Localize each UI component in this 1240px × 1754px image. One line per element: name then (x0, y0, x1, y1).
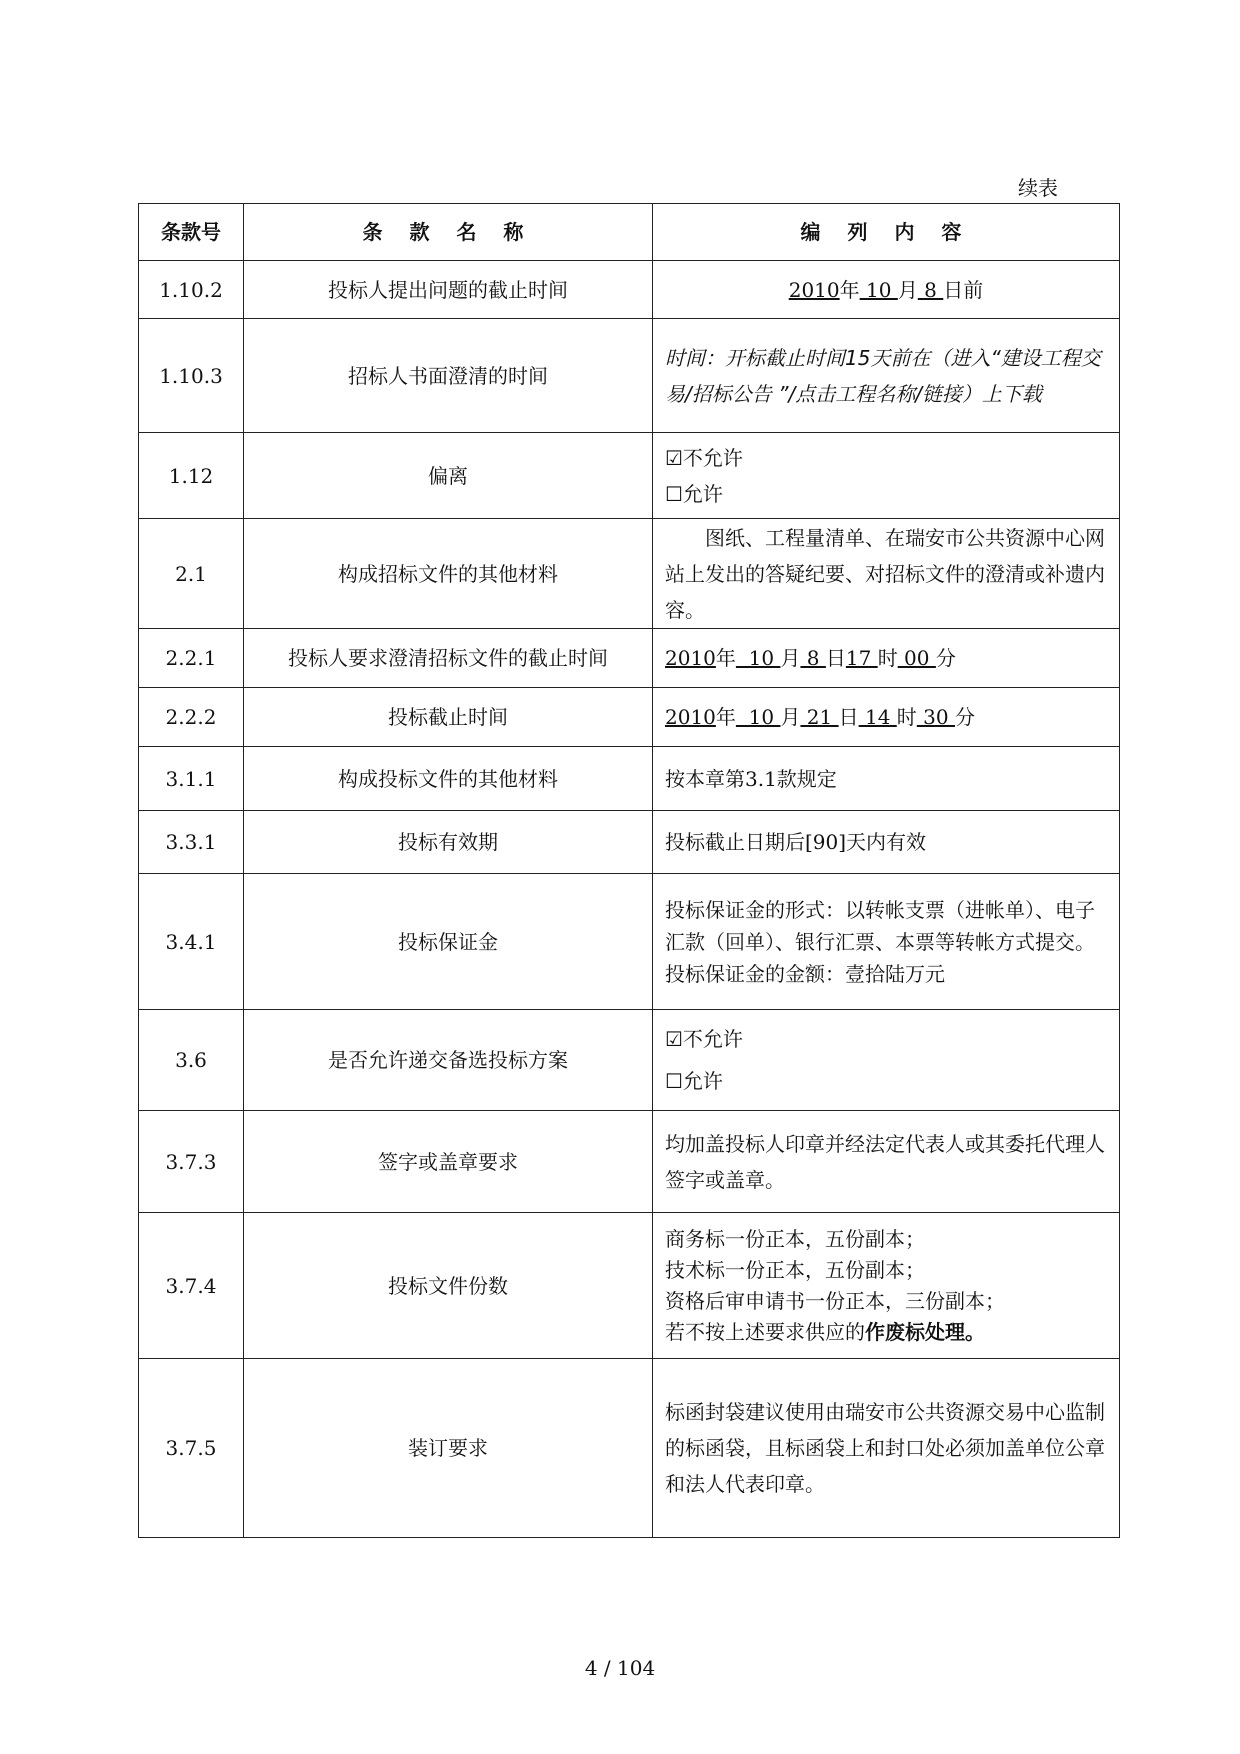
clause-content (653, 874, 1120, 1010)
clause-name: 招标人书面澄清的时间 (244, 319, 653, 433)
date-unit: 年 (715, 646, 736, 670)
date-month: 10 (859, 277, 898, 302)
clause-content: 投标截止日期后[90]天内有效 (653, 811, 1120, 874)
table-row (139, 261, 1120, 319)
clause-name: 构成招标文件的其他材料 (244, 519, 653, 629)
header-clause-name-text: 条 款 名 称 (362, 220, 534, 244)
table-row (139, 874, 1120, 1010)
header-clause-name (244, 204, 653, 261)
date-hour: 14 (858, 705, 897, 729)
clause-no: 2.2.2 (139, 688, 244, 747)
table-row (139, 1359, 1120, 1538)
clause-content: 图纸、工程量清单、在瑞安市公共资源中心网站上发出的答疑纪要、对招标文件的澄清或补遗内容。 (653, 519, 1120, 629)
date-minute: 30 (916, 705, 955, 729)
clause-name: 投标人要求澄清招标文件的截止时间 (244, 629, 653, 688)
clause-content (653, 1213, 1120, 1359)
content-line-emphasis: 作废标处理。 (865, 1319, 985, 1344)
clause-name: 是否允许递交备选投标方案 (244, 1010, 653, 1111)
clause-no: 3.7.4 (139, 1213, 244, 1359)
date-unit: 年 (715, 705, 736, 729)
date-minute: 00 (897, 646, 936, 670)
clause-content (653, 433, 1120, 519)
date-day: 8 (917, 277, 944, 302)
table-row (139, 688, 1120, 747)
table-row (139, 1213, 1120, 1359)
date-year: 2010 (665, 646, 716, 670)
table-row (139, 319, 1120, 433)
clause-name: 装订要求 (244, 1359, 653, 1538)
clause-name: 投标有效期 (244, 811, 653, 874)
clause-no: 3.7.3 (139, 1111, 244, 1213)
clause-content: 均加盖投标人印章并经法定代表人或其委托代理人签字或盖章。 (653, 1111, 1120, 1213)
clause-name: 投标人提出问题的截止时间 (244, 261, 653, 319)
clause-no: 3.1.1 (139, 747, 244, 811)
clause-name: 签字或盖章要求 (244, 1111, 653, 1213)
clause-content: 标函封袋建议使用由瑞安市公共资源交易中心监制的标函袋，且标函袋上和封口处必须加盖单位公章和法人代表印章。 (653, 1359, 1120, 1538)
date-month: 10 (735, 705, 781, 729)
header-content (653, 204, 1120, 261)
date-hour: 17 (845, 646, 878, 670)
table-row (139, 629, 1120, 688)
clause-no: 3.6 (139, 1010, 244, 1111)
clause-table (138, 203, 1120, 1538)
date-month: 10 (735, 646, 781, 670)
date-day: 21 (800, 705, 839, 729)
content-line (665, 1317, 1107, 1348)
header-content-text: 编 列 内 容 (800, 220, 972, 244)
clause-content (653, 1010, 1120, 1111)
date-unit: 分 (935, 646, 956, 670)
clause-name: 投标文件份数 (244, 1213, 653, 1359)
clause-no: 2.1 (139, 519, 244, 629)
option-not-allowed-checked: ☑不允许 (665, 445, 743, 470)
clause-content (653, 629, 1120, 688)
date-unit: 日 (825, 646, 846, 670)
page-number: 4 / 104 (584, 1656, 656, 1680)
clause-no: 3.7.5 (139, 1359, 244, 1538)
clause-name: 偏离 (244, 433, 653, 519)
date-unit: 分 (954, 705, 975, 729)
table-row (139, 811, 1120, 874)
clause-content (653, 688, 1120, 747)
clause-no: 3.3.1 (139, 811, 244, 874)
clause-content (653, 261, 1120, 319)
table-row (139, 747, 1120, 811)
option-allowed-unchecked: ☐允许 (665, 1069, 723, 1093)
clause-no: 1.10.2 (139, 261, 244, 319)
date-unit: 时 (896, 705, 917, 729)
clause-no: 3.4.1 (139, 874, 244, 1010)
clause-no: 1.12 (139, 433, 244, 519)
clause-name: 投标截止时间 (244, 688, 653, 747)
content-line: 资格后审申请书一份正本，三份副本； (665, 1288, 1005, 1313)
clause-name: 构成投标文件的其他材料 (244, 747, 653, 811)
date-unit: 日 (838, 705, 859, 729)
continued-table-label: 续表 (1018, 176, 1058, 200)
content-line-prefix: 若不按上述要求供应的 (665, 1319, 865, 1344)
clause-no: 2.2.1 (139, 629, 244, 688)
content-line: 商务标一份正本，五份副本； (665, 1226, 925, 1251)
date-year: 2010 (665, 705, 716, 729)
date-day: 8 (800, 646, 826, 670)
clause-content: 按本章第3.1款规定 (653, 747, 1120, 811)
option-allowed-unchecked: ☐允许 (665, 481, 723, 506)
content-line: 技术标一份正本，五份副本； (665, 1257, 925, 1282)
date-year: 2010 (788, 277, 840, 302)
clause-name: 投标保证金 (244, 874, 653, 1010)
clause-no: 1.10.3 (139, 319, 244, 433)
header-clause-no: 条款号 (139, 204, 244, 261)
content-line: 投标保证金的金额：壹拾陆万元 (665, 961, 945, 986)
table-row (139, 519, 1120, 629)
date-unit: 月 (780, 646, 801, 670)
table-row (139, 1010, 1120, 1111)
option-not-allowed-checked: ☑不允许 (665, 1027, 743, 1051)
table-row (139, 433, 1120, 519)
date-unit: 年 (839, 277, 860, 302)
date-unit: 时 (877, 646, 898, 670)
date-unit: 月 (780, 705, 801, 729)
date-unit: 月 (897, 277, 918, 302)
content-line: 投标保证金的形式：以转帐支票（进帐单）、电子汇款（回单）、银行汇票、本票等转帐方式提交。 (665, 897, 1095, 954)
clause-content: 时间：开标截止时间15天前在（进入“建设工程交易/招标公告 ”/点击工程名称/链接）上下载 (653, 319, 1120, 433)
table-header-row (139, 204, 1120, 261)
table-row (139, 1111, 1120, 1213)
date-unit: 日前 (943, 277, 984, 302)
